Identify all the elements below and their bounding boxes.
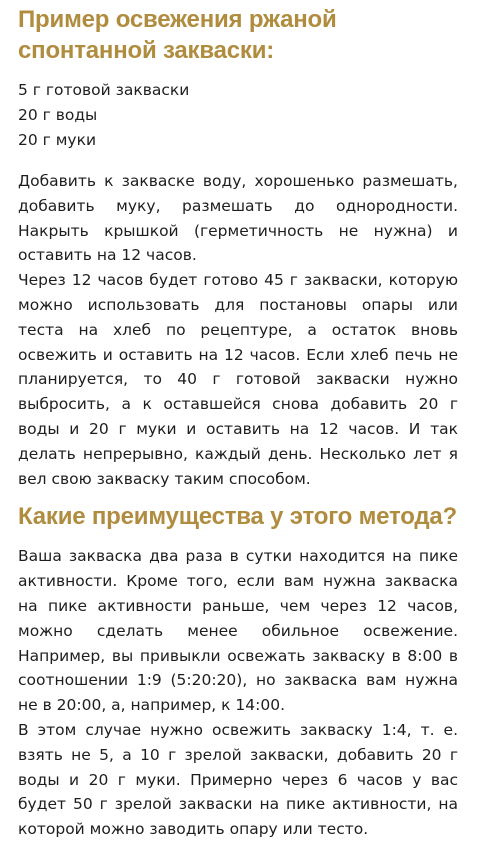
paragraph-ratio-example: В этом случае нужно освежить закваску 1:4, т. е. взять не 5, а 10 г зрелой закваски, добавить 20 г воды и 20 г муки. Примерно через 6 часов у вас будет 50 г зрелой закваски на пике активности, на которой можно заводить опару или тесто.: [18, 720, 458, 839]
paragraph-peak-activity: Ваша закваска два раза в сутки находится на пике активности. Кроме того, если вам нужна закваска на пике активности раньше, чем через 12 часов, можно сделать менее обильное освежение. Например, вы привыкли освежать закваску в 8:00 в соотношении 1:9 (5:20:20), но закваска вам нужна не в 20:00, а, например, к 14:00.: [18, 547, 458, 715]
paragraph-after-12-hours: Через 12 часов будет готово 45 г закваски, которую можно использовать для постановы опары или теста на хлеб по рецептуре, а остаток вновь освежить и оставить на 12 часов. Если хлеб печь не планируется, то 40 г готовой закваски нужно выбросить, а к оставшейся снова добавить 20 г воды и 20 г муки и оставить на 12 часов. И так делать непрерывно, каждый день. Несколько лет я вел свою закваску таким способом.: [18, 271, 458, 488]
section-heading-refresh-example: Пример освежения ржаной спонтанной закваски:: [18, 6, 337, 64]
ingredient-item: 20 г воды: [18, 106, 98, 124]
section-heading-advantages: Какие преимущества у этого метода?: [18, 503, 458, 531]
ingredient-item: 20 г муки: [18, 131, 97, 149]
ingredient-list: [18, 78, 458, 153]
paragraph-instructions: Добавить к закваске воду, хорошенько размешать, добавить муку, размешать до однородности. Накрыть крышкой (герметичность не нужна) и оставить на 12 часов.: [18, 172, 458, 265]
ingredient-item: 5 г готовой закваски: [18, 81, 190, 99]
